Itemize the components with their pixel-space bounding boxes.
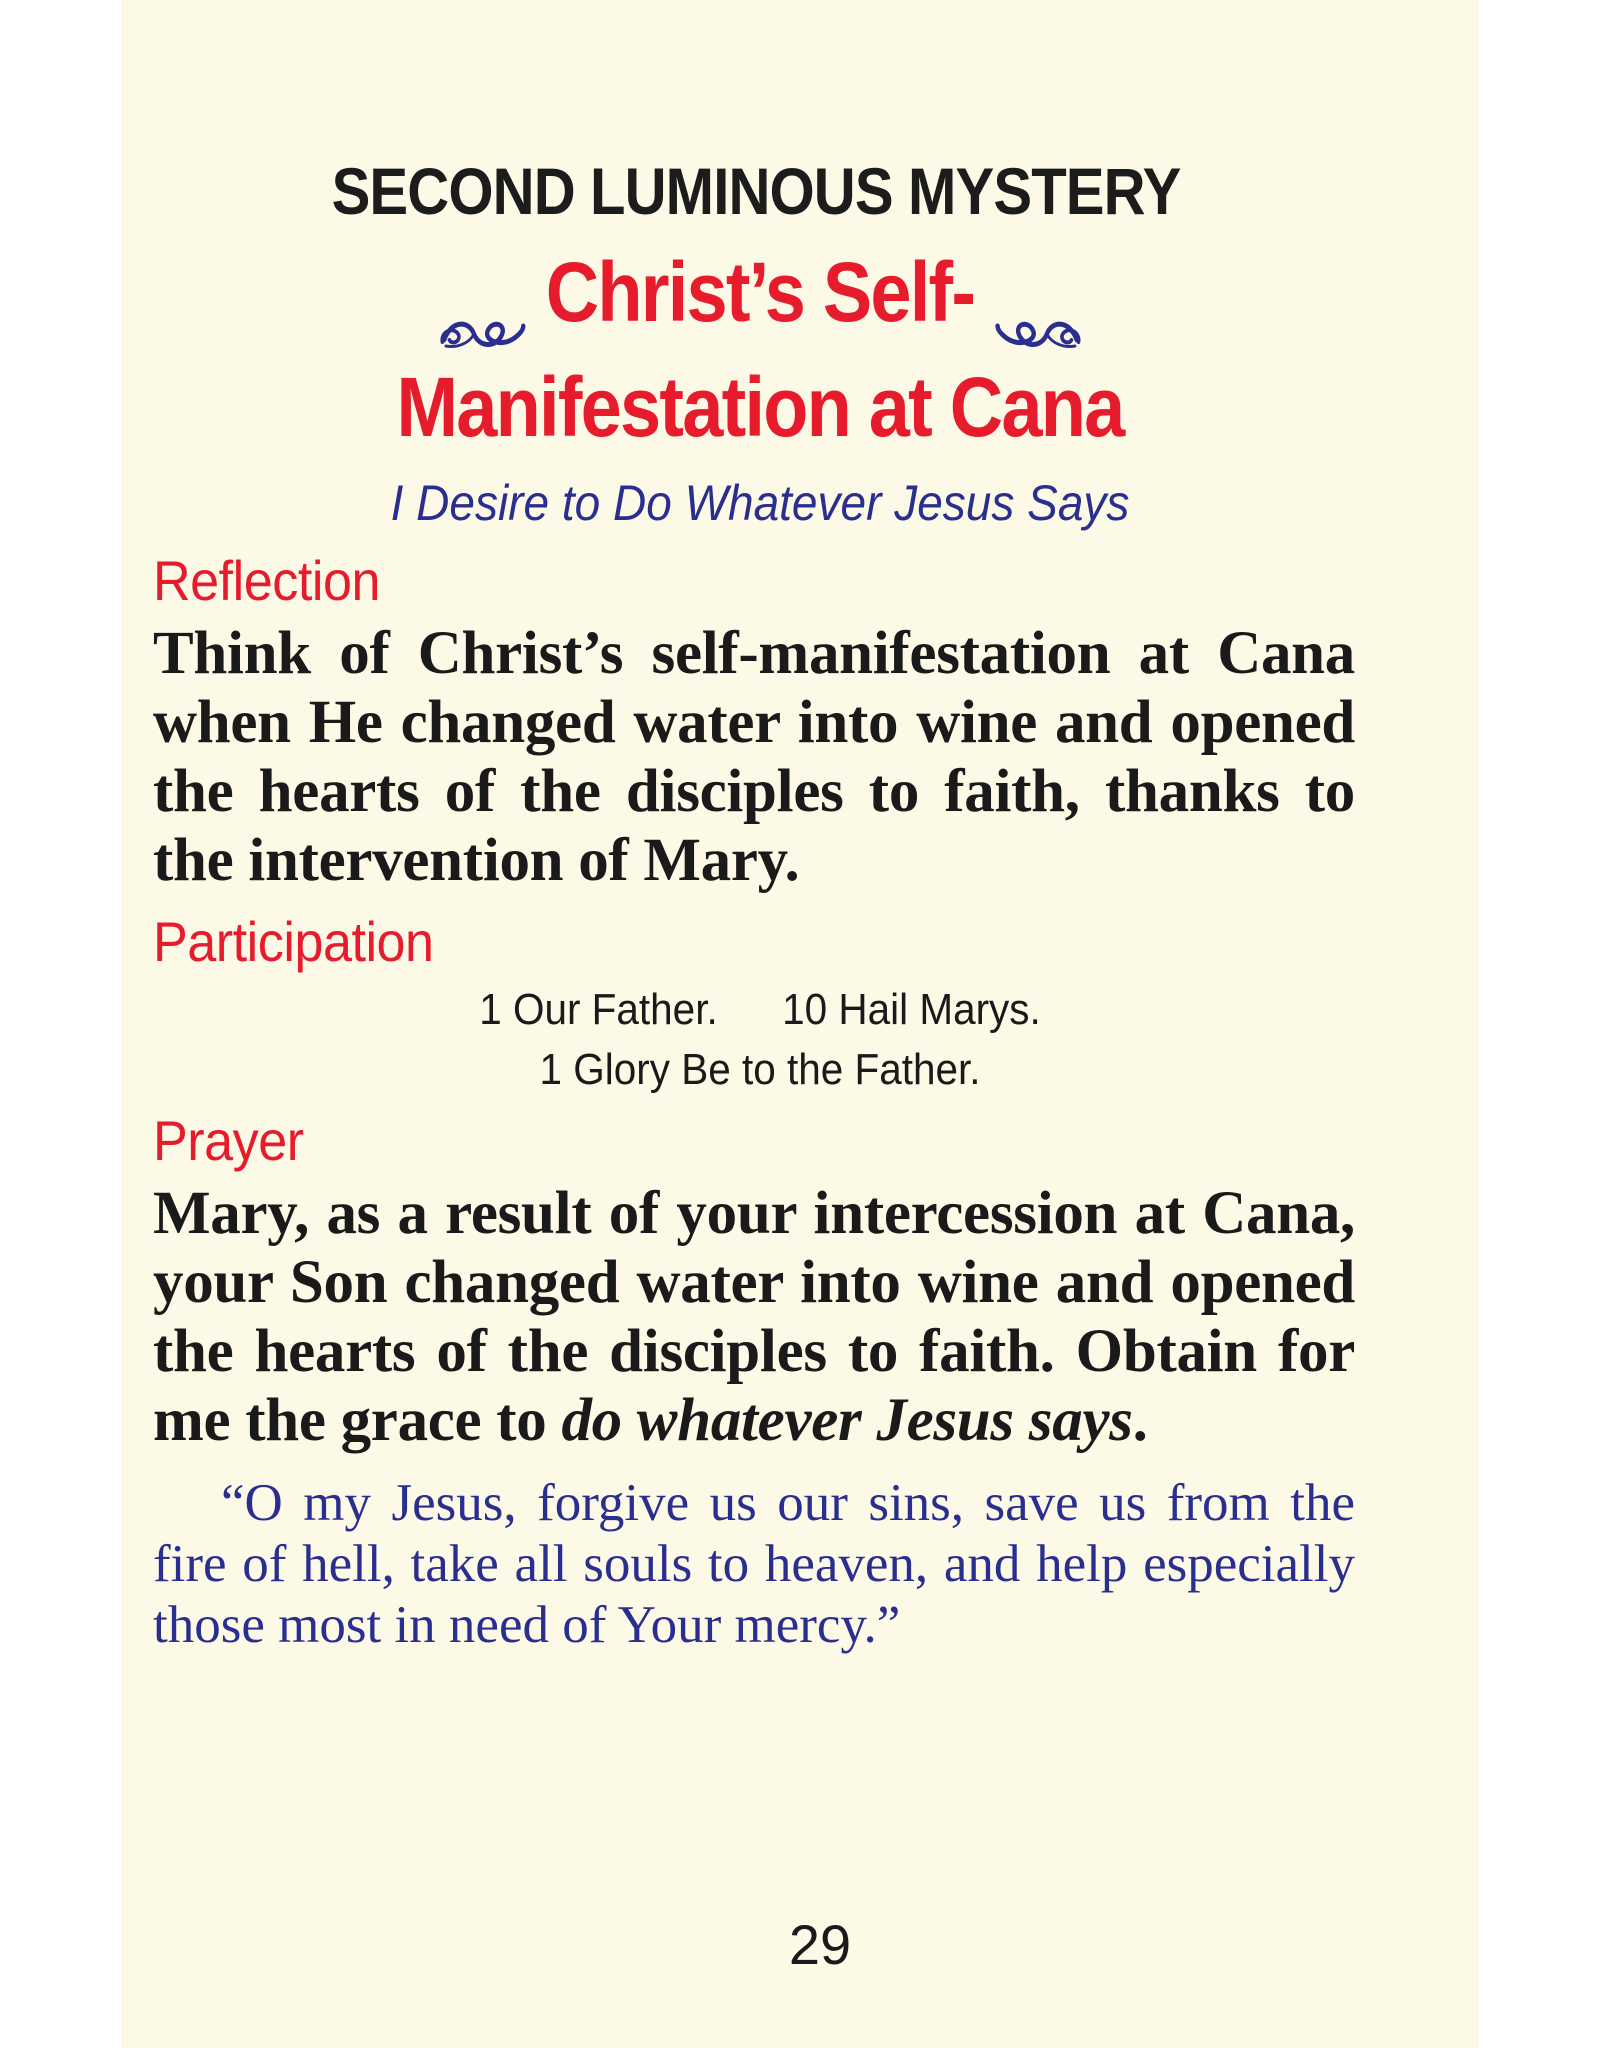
mystery-subtitle: I Desire to Do Whatever Jesus Says [390,475,1130,532]
prayer-count-line1 [213,980,1308,1040]
reflection-text: Think of Christ’s self-manifestation at Cana when He changed water into wine and opened the hearts of the disciples to faith, thanks to the intervention of Mary. [153,620,1355,895]
page-content [153,150,1355,1656]
fatima-prayer: “O my Jesus, forgive us our sins, save us from the fire of hell, take all souls to heaven, and help especially those most in need of Your mercy.” [153,1474,1355,1655]
mystery-title-line2: Manifestation at Cana [396,360,1124,455]
prayer-text-italic: do whatever Jesus says [561,1387,1133,1455]
participation-heading: Participation [153,910,434,974]
reflection-heading: Reflection [153,549,380,613]
prayer-heading: Prayer [153,1109,304,1173]
our-father-count: 1 Our Father. [479,985,718,1035]
mystery-label: SECOND LUMINOUS MYSTERY [331,154,1181,228]
prayer-text-main: Mary, as a result of your intercession at Cana, your Son changed water into wine and opened the hearts of the disciples to faith. Obtain for me the grace to [153,1180,1355,1455]
prayer-text [153,1179,1355,1455]
hail-marys-count: 10 Hail Marys. [782,985,1041,1035]
mystery-title [236,235,1283,467]
prayer-text-end: . [1132,1387,1148,1455]
title-line1-text: Christ’s Self- [545,244,975,339]
left-flourish-icon [438,270,526,314]
page-number: 29 [788,1913,852,1976]
mystery-title-line1 [236,235,1283,351]
right-flourish-icon [994,270,1082,314]
glory-be-count: 1 Glory Be to the Father. [539,1045,981,1095]
